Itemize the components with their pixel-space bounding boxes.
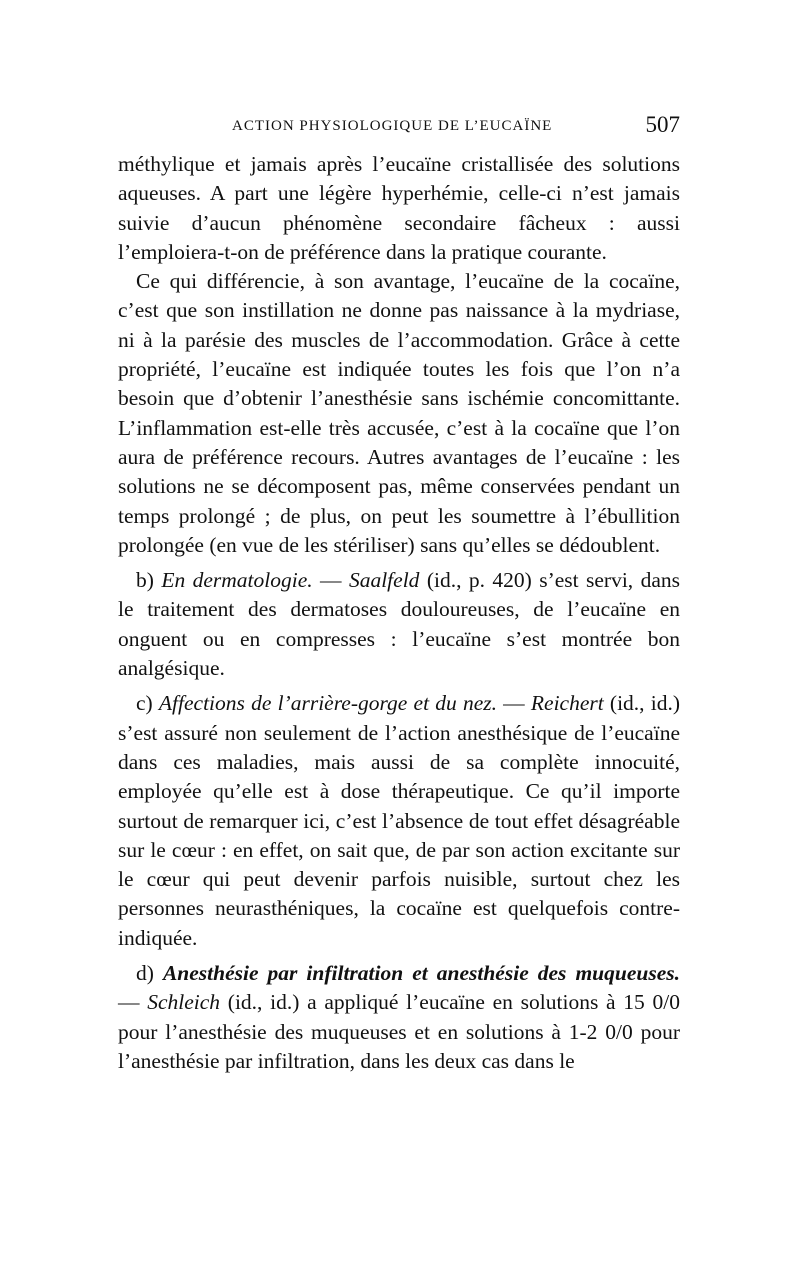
section-heading: En dermatologie. (161, 568, 313, 593)
section-heading: Affections de l’arrière-gorge et du nez. (158, 691, 497, 716)
page-number: 507 (645, 112, 680, 137)
paragraph-text: (id., p. 420) s’est servi, dans le traitement des dermatoses douloureuses, de l’eucaïne en onguent ou en compresses : l’eucaïne s’est montrée bon analgésique. (118, 568, 680, 681)
section-label: c) (136, 691, 159, 716)
paragraph-continuation (118, 150, 680, 267)
section-arriere-gorge (118, 689, 680, 953)
running-title: ACTION PHYSIOLOGIQUE DE L’EUCAÏNE (232, 118, 553, 134)
section-label: d) (136, 961, 163, 986)
page-body (118, 150, 680, 1076)
paragraph-text: (id., id.) s’est assuré non seulement de l’action anesthésique de l’eucaïne dans ces maladies, mais aussi de sa complète innocuité, employée qu’elle est à dose thérapeutique. Ce qu’il importe surtout de remarquer ici, c’est l’absence de tout effet désagréable sur le cœur : en effet, on sait que, de par son action excitante sur le cœur qui peut devenir parfois nuisible, surtout chez les personnes neurasthéniques, la cocaïne est quelquefois contre-indiquée. (118, 691, 681, 950)
paragraph-eucaine-advantages (118, 267, 680, 560)
author-name: Saalfeld (348, 568, 420, 593)
section-label: b) (136, 568, 162, 593)
section-separator: — (118, 990, 148, 1015)
paragraph-text: Ce qui différencie, à son avantage, l’eucaïne de la cocaïne, c’est que son instillation ne donne pas naissance à la mydriase, ni à la parésie des muscles de l’accommodation. Grâce à cette propriété, l’eucaïne est indiquée toutes les fois que l’on n’a besoin que d’obtenir l’anesthésie sans ischémie concomittante. L’inflammation est-elle très accusée, c’est à la cocaïne que l’on aura de préférence recours. Autres avantages de l’eucaïne : les solutions ne se décomposent pas, même conservées pendant un temps prolongé ; de plus, on peut les soumettre à l’ébullition prolongée (en vue de les stériliser) sans qu’elles se dédoublent. (118, 269, 680, 557)
author-name: Schleich (147, 990, 221, 1015)
section-separator: — (312, 568, 349, 593)
author-name: Reichert (530, 691, 604, 716)
page-header (118, 112, 680, 144)
section-dermatologie (118, 566, 680, 683)
section-anesthesie (118, 959, 680, 1076)
paragraph-text: (id., id.) a appliqué l’eucaïne en solutions à 15 0/0 pour l’anesthésie des muqueuses et en solutions à 1-2 0/0 pour l’anesthésie par infiltration, dans les deux cas dans le (118, 990, 680, 1073)
paragraph-text: méthylique et jamais après l’eucaïne cristallisée des solutions aqueuses. A part une légère hyperhémie, celle-ci n’est jamais suivie d’aucun phénomène secondaire fâcheux : aussi l’emploiera-t-on de préférence dans la pratique courante. (118, 152, 680, 264)
section-separator: — (496, 691, 531, 716)
section-heading: Anesthésie par infiltration et anesthésie des muqueuses. (162, 961, 680, 986)
